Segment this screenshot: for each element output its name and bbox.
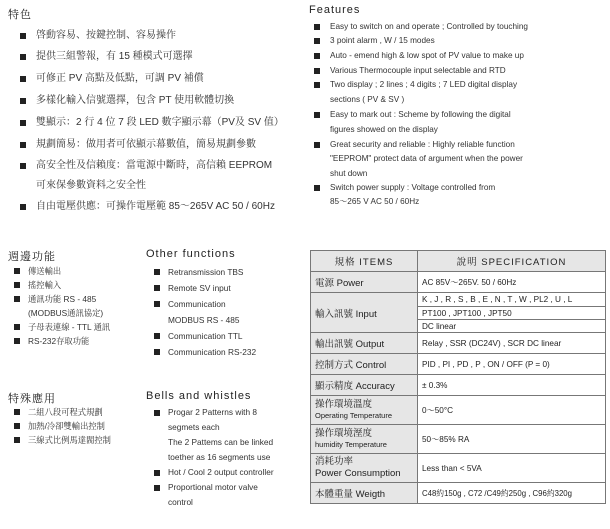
zh-feature-item: 規劃簡易：做用者可依顯示幕數值，簡易規劃參數 (20, 134, 310, 156)
spec-value: Less than < 5VA (418, 454, 606, 483)
en-bells-item: Hot / Cool 2 output controller (154, 465, 314, 480)
zh-feature-item: 雙顯示：2 行 4 位 7 段 LED 數字顯示幕（PV及 SV 值） (20, 112, 310, 134)
en-function-item: Communication RS-232 (154, 344, 304, 360)
spec-key-en: humidity Temperature (315, 440, 387, 449)
en-feature-item-cont: shut down (330, 169, 368, 178)
en-feature-item-cont: sections ( PV & SV ) (330, 95, 405, 104)
en-bells-item-cont: toether as 16 segments use (168, 452, 271, 462)
en-bells-item: Progar 2 Patterns with 8 (154, 405, 314, 420)
spec-value: K , J , R , S , B , E , N , T , W , PL2 , U , L (418, 293, 606, 307)
zh-function-item-cont: (MODBUS通訊協定) (28, 308, 104, 318)
spec-header-row (311, 251, 606, 272)
en-feature-item: Great security and reliable : Highly reliable function (314, 138, 604, 152)
zh-feature-item: 啓動容易、按鍵控制、容易操作 (20, 26, 310, 46)
spec-row-control (311, 354, 606, 375)
zh-function-item: 子母表連線 - TTL 通訊 (14, 320, 144, 334)
en-bells-list (154, 405, 314, 510)
zh-special-list (14, 405, 144, 447)
en-feature-item: 3 point alarm , W / 15 modes (314, 34, 604, 48)
spec-row-accuracy (311, 375, 606, 396)
en-functions-list (154, 264, 304, 360)
en-function-item: Remote SV input (154, 280, 304, 296)
en-function-item: Communication (154, 296, 304, 312)
zh-feature-item: 提供三組警報，有 15 種模式可選擇 (20, 46, 310, 68)
spec-table (310, 250, 606, 504)
zh-function-item: 搖控輸入 (14, 278, 144, 292)
spec-key: 本體重量 Weigth (311, 483, 418, 504)
spec-key: 輸入訊號 Input (311, 293, 418, 333)
spec-row-weight (311, 483, 606, 504)
en-function-item-cont: MODBUS RS - 485 (168, 315, 240, 325)
en-feature-item: Easy to mark out : Scheme by following the digital (314, 108, 604, 122)
en-function-item: Retransmission TBS (154, 264, 304, 280)
zh-function-item: RS-232存取功能 (14, 334, 144, 348)
zh-functions-title: 週邊功能 (8, 251, 56, 263)
spec-key (311, 454, 418, 483)
spec-value: PT100 , JPT100 , JPT50 (418, 307, 606, 320)
en-function-item: Communication TTL (154, 328, 304, 344)
spec-value: PID , PI , PD , P , ON / OFF (P = 0) (418, 354, 606, 375)
spec-value: AC 85V～265V. 50 / 60Hz (418, 272, 606, 293)
zh-function-item: 傳送輸出 (14, 264, 144, 278)
en-feature-item: Auto - emend high & low spot of PV value to make up (314, 48, 604, 63)
en-features-list (314, 20, 604, 209)
zh-feature-item: 多樣化輸入信號選擇，包含 PT 使用軟體切換 (20, 90, 310, 112)
spec-row-op-temp (311, 396, 606, 425)
zh-special-item: 加熱/冷卻雙輸出控制 (14, 419, 144, 433)
spec-key: 顯示精度 Accuracy (311, 375, 418, 396)
en-feature-item: Two display ; 2 lines ; 4 digits ; 7 LED digital display (314, 78, 604, 92)
spec-key: 輸出訊號 Output (311, 333, 418, 354)
zh-features-title: 特色 (8, 9, 32, 21)
spec-value: Relay , SSR (DC24V) , SCR DC linear (418, 333, 606, 354)
spec-key-en: Operating Temperature (315, 411, 392, 420)
zh-feature-item-cont: 可來保參數資料之安全性 (36, 180, 146, 191)
spec-row-humidity (311, 425, 606, 454)
zh-special-item: 二組八段可程式規劃 (14, 405, 144, 419)
zh-feature-item: 自由電壓供應：可操作電壓範 85～265V AC 50 / 60Hz (20, 196, 310, 218)
spec-key-en: Power Consumption (315, 468, 401, 479)
en-feature-item: Various Thermocouple input selectable and RTD (314, 63, 604, 78)
spec-key-zh: 操作環境溫度 (315, 399, 373, 410)
spec-key (311, 425, 418, 454)
en-feature-item-cont: 85～265 V AC 50 / 60Hz (330, 197, 420, 206)
en-bells-title: Bells and whistles (146, 390, 252, 402)
spec-key-zh: 消耗功率 (315, 456, 354, 467)
spec-value: ± 0.3% (418, 375, 606, 396)
zh-feature-item: 高安全性及信賴度：當電源中斷時，高信賴 EEPROM (20, 156, 310, 176)
spec-header-spec: 說明 SPECIFICATION (418, 251, 606, 272)
spec-value: 0～50°C (418, 396, 606, 425)
en-feature-item-cont: "EEPROM" protect data of argument when the power (330, 154, 523, 163)
spec-header-items: 規格 ITEMS (311, 251, 418, 272)
zh-special-title: 特殊應用 (8, 393, 56, 405)
zh-special-item: 三線式比例馬達閥控制 (14, 433, 144, 447)
zh-function-item: 通訊功能 RS - 485 (14, 292, 144, 306)
spec-key: 控制方式 Control (311, 354, 418, 375)
spec-row-power (311, 272, 606, 293)
en-feature-item-cont: figures showed on the display (330, 125, 438, 134)
spec-value: DC linear (418, 320, 606, 333)
zh-features-list (20, 26, 310, 218)
spec-key (311, 396, 418, 425)
zh-feature-item: 可修正 PV 高點及低點，可調 PV 補償 (20, 68, 310, 90)
spec-row-output (311, 333, 606, 354)
spec-key-zh: 操作環境溼度 (315, 428, 373, 439)
spec-value: C48約150g , C72 /C49約250g , C96約320g (418, 483, 606, 504)
en-functions-title: Other functions (146, 248, 236, 260)
en-feature-item: Switch power supply : Voltage controlled from (314, 181, 604, 195)
spec-row-input (311, 293, 606, 307)
en-feature-item: Easy to switch on and operate ; Controlled by touching (314, 20, 604, 34)
spec-key: 電源 Power (311, 272, 418, 293)
en-bells-item: Proportional motor valve (154, 480, 314, 495)
spec-value: 50～85% RA (418, 425, 606, 454)
en-bells-item-cont: segmets each (168, 422, 220, 432)
zh-functions-list (14, 264, 144, 348)
spec-row-power-consumption (311, 454, 606, 483)
en-bells-item-cont: The 2 Pattems can be linked (168, 437, 274, 447)
en-bells-item-cont: control (168, 497, 193, 507)
en-features-title: Features (309, 4, 361, 16)
